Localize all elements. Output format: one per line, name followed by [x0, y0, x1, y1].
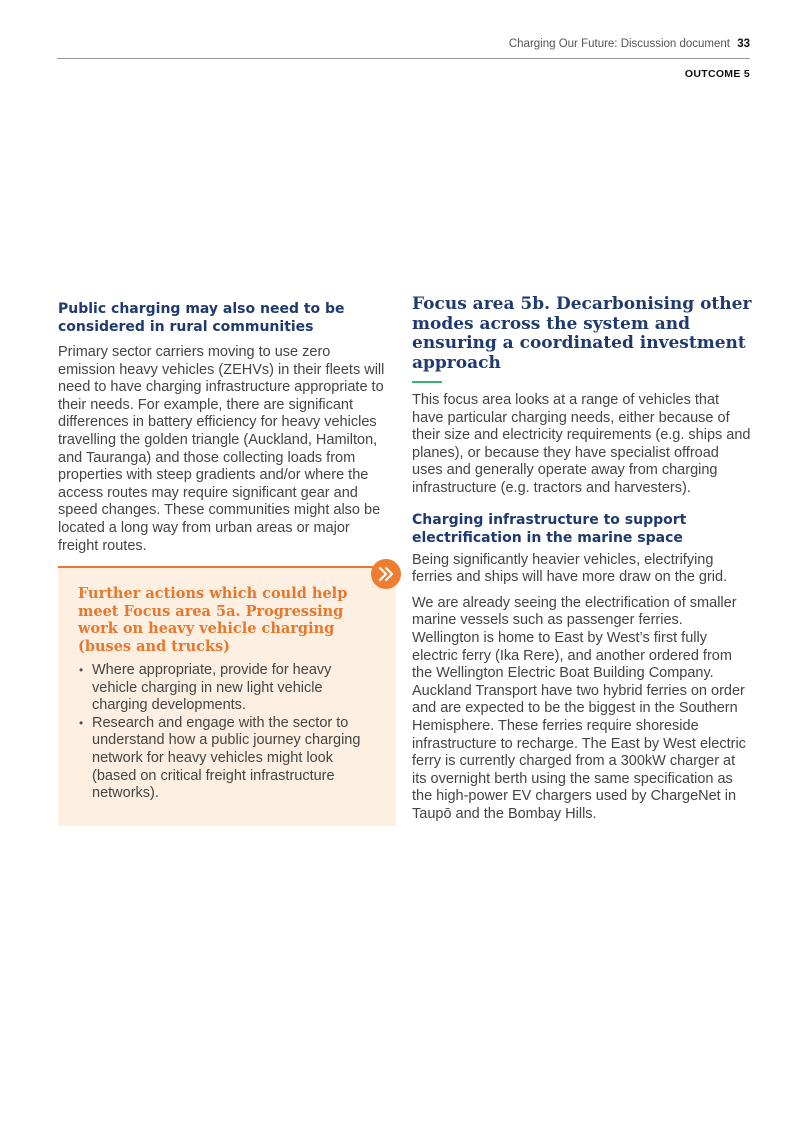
focus-area-intro: This focus area looks at a range of vehicles that have particular charging needs, either because of their size and electricity requirements (e.g. ships and planes), or because they have specialist offroad uses and generally operate away from charging infrastructure (e.g. tractors and harvesters).	[412, 392, 751, 496]
bullet-icon: •	[79, 715, 84, 730]
rural-charging-paragraph: Primary sector carriers moving to use zero emission heavy vehicles (ZEHVs) in their fleets will need to have charging infrastructure appropriate to their needs. For example, there are significant differences in battery efficiency for heavy vehicles travelling the golden triangle (Auckland, Hamilton, and Tauranga) and those collecting loads from properties with steep gradients and/or where the access routes may require significant gear and speed changes. These communities might also be located a long way from urban areas or major freight routes.	[58, 344, 385, 554]
focus-area-title: Focus area 5b. Decarbonising other modes across the system and ensuring a coordinated investment approach	[412, 294, 752, 373]
list-item-text: Where appropriate, provide for heavy vehicle charging in new light vehicle charging developments.	[92, 662, 332, 714]
double-chevron-right-icon	[371, 559, 401, 589]
page-number: 33	[737, 38, 750, 50]
callout-top-rule	[58, 566, 374, 568]
callout-title: Further actions which could help meet Focus area 5a. Progressing work on heavy vehicle charging (buses and trucks)	[78, 585, 348, 655]
marine-paragraph-2: We are already seeing the electrification of smaller marine vessels such as passenger ferries. Wellington is home to East by West’s first fully electric ferry (Ika Rere), and another ordered from the Wellington Electric Boat Building Company. Auckland Transport have two hybrid ferries on order and are expected to be the biggest in the Southern Hemisphere. These ferries require shoreside infrastructure to recharge. The East by West electric ferry is currently charged from a 300kW charger at its overnight berth using the same specification as the high-power EV chargers used by ChargeNet in Taupō and the Bombay Hills.	[412, 594, 746, 822]
header-divider	[57, 58, 750, 59]
section-label: OUTCOME 5	[684, 68, 750, 80]
document-title: Charging Our Future: Discussion document	[508, 38, 730, 50]
left-column	[58, 300, 391, 555]
list-item-text: Research and engage with the sector to understand how a public journey charging network for heavy vehicles might look (based on critical freight infrastructure networks).	[92, 714, 361, 802]
marine-charging-heading: Charging infrastructure to support electrification in the marine space	[412, 511, 687, 546]
marine-paragraph-1: Being significantly heavier vehicles, electrifying ferries and ships will have more draw on the grid.	[412, 551, 728, 586]
title-accent-rule	[412, 381, 442, 383]
callout-action-list	[78, 662, 368, 803]
bullet-icon: •	[79, 663, 84, 677]
rural-charging-heading: Public charging may also need to be considered in rural communities	[58, 301, 345, 335]
list-item	[78, 715, 368, 803]
running-header	[509, 38, 750, 50]
list-item	[78, 662, 368, 715]
right-column	[412, 295, 752, 823]
